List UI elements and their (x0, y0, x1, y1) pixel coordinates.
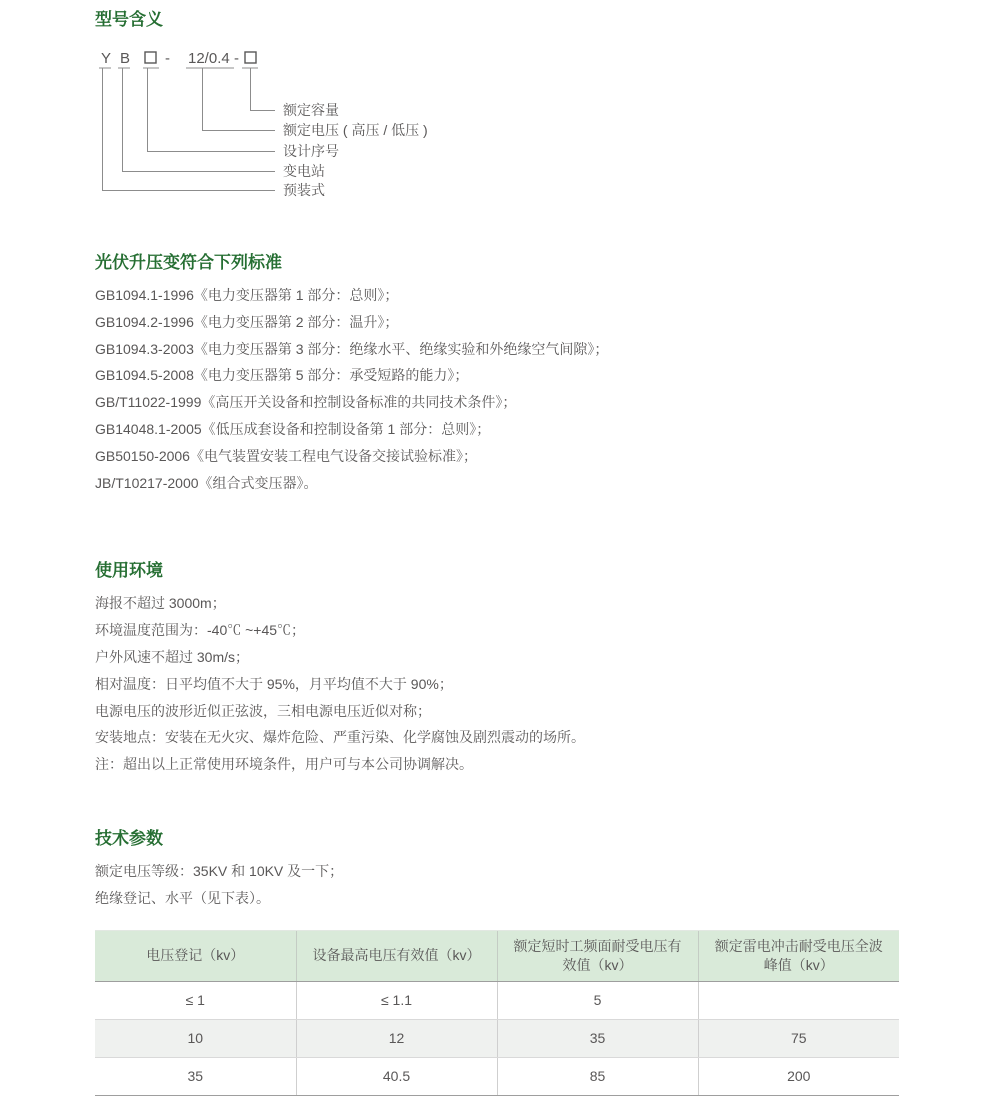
standard-item: GB50150-2006《电气装置安装工程电气设备交接试验标准》； (95, 447, 477, 464)
parameters-item: 绝缘登记、水平（见下表）。 (95, 889, 270, 906)
environment-item: 户外风速不超过 30m/s； (95, 648, 250, 665)
model-code-prefix1: Y (101, 50, 112, 67)
table-cell: ≤ 1 (95, 981, 296, 1019)
parameters-list (95, 858, 899, 912)
table-row (95, 1019, 899, 1057)
document-page (95, 0, 899, 1096)
table-header-row (95, 930, 899, 981)
environment-title: 使用环境 (95, 561, 163, 581)
table-cell (698, 981, 899, 1019)
standard-item: JB/T10217-2000《组合式变压器》。 (95, 474, 318, 491)
parameters-item: 额定电压等级：35KV 和 10KV 及一下； (95, 862, 344, 879)
model-code-prefix2: B (120, 50, 131, 67)
environment-item: 环境温度范围为：-40℃ ~+45℃； (95, 622, 306, 639)
table-cell: 75 (698, 1019, 899, 1057)
standards-title: 光伏升压变符合下列标准 (95, 253, 282, 272)
table-header-power-freq-withstand: 额定短时工频面耐受电压有效值（kv） (497, 930, 698, 981)
table-header-lightning-impulse: 额定雷电冲击耐受电压全波峰值（kv） (698, 930, 899, 981)
table-cell: 200 (698, 1057, 899, 1095)
standard-item: GB1094.3-2003《电力变压器第 3 部分：绝缘水平、绝缘实验和外绝缘空气间隙》； (95, 340, 609, 357)
table-row (95, 1057, 899, 1095)
table-cell: 85 (497, 1057, 698, 1095)
table-cell: ≤ 1.1 (296, 981, 497, 1019)
model-label-rated-voltage: 额定电压 ( 高压 / 低压 ) (283, 122, 428, 138)
model-label-prefabricated: 预装式 (283, 182, 325, 198)
table-cell: 35 (95, 1057, 296, 1095)
table-row (95, 981, 899, 1019)
model-code-diagram (95, 48, 575, 201)
model-code-box2 (245, 52, 256, 63)
environment-item: 注：超出以上正常使用环境条件，用户可与本公司协调解决。 (95, 756, 473, 773)
model-label-substation: 变电站 (283, 163, 325, 179)
table-cell: 10 (95, 1019, 296, 1057)
environment-item: 海报不超过 3000m； (95, 595, 226, 612)
standards-list (95, 282, 899, 496)
standard-item: GB1094.2-1996《电力变压器第 2 部分：温升》； (95, 313, 399, 330)
model-code-dash2: - (234, 50, 239, 67)
table-cell: 40.5 (296, 1057, 497, 1095)
model-code-dash1: - (165, 50, 170, 67)
table-cell: 12 (296, 1019, 497, 1057)
model-code-box1 (145, 52, 156, 63)
table-header-voltage-class: 电压登记（kv） (95, 930, 296, 981)
environment-item: 电源电压的波形近似正弦波，三相电源电压近似对称； (95, 702, 431, 719)
table-cell: 5 (497, 981, 698, 1019)
model-code-voltage: 12/0.4 (188, 50, 230, 67)
table-header-max-voltage: 设备最高电压有效值（kv） (296, 930, 497, 981)
parameters-title: 技术参数 (95, 828, 163, 848)
table-cell: 35 (497, 1019, 698, 1057)
model-label-rated-capacity: 额定容量 (283, 102, 339, 118)
standard-item: GB1094.5-2008《电力变压器第 5 部分：承受短路的能力》； (95, 367, 469, 384)
model-meaning-title: 型号含义 (95, 10, 163, 29)
environment-list (95, 590, 899, 778)
insulation-level-table (95, 930, 899, 1096)
standard-item: GB1094.1-1996《电力变压器第 1 部分：总则》； (95, 287, 399, 303)
environment-item: 安装地点：安装在无火灾、爆炸危险、严重污染、化学腐蚀及剧烈震动的场所。 (95, 729, 585, 746)
model-label-design-serial: 设计序号 (283, 143, 339, 159)
environment-item: 相对温度：日平均值不大于 95%，月平均值不大于 90%； (95, 675, 453, 692)
standard-item: GB/T11022-1999《高压开关设备和控制设备标准的共同技术条件》； (95, 394, 517, 411)
standard-item: GB14048.1-2005《低压成套设备和控制设备第 1 部分：总则》； (95, 420, 491, 437)
diagram-lines (99, 68, 275, 191)
